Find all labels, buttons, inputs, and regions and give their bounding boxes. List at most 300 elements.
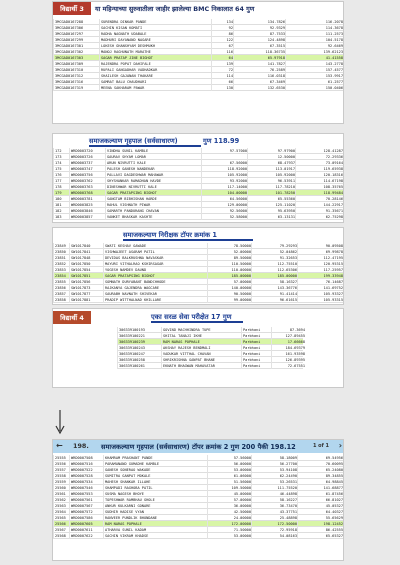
table-cell: 58.16327 [251,279,297,285]
table-cell: Parbhani [241,327,271,333]
table-cell: 17.66668 [271,339,305,345]
title-underline [123,239,253,241]
table-cell: SHAILESH GAJANAN THAKARE [99,73,211,79]
table-cell: WRD0003781 [69,196,105,202]
table-cell: 62.75298 [295,214,343,220]
table-cell: 91.41414 [251,291,297,297]
title-underline [151,321,243,323]
table-cell: 108.35765 [295,184,343,190]
table-cell: 96.61615 [251,297,297,303]
table-cell: GANESH SONERAO WAKADE [103,467,207,473]
table-cell: 109.50000 [207,485,251,491]
table-cell: 61.2577 [285,79,343,85]
result-table-4 [117,327,303,369]
table-cell: WRD0003768 [69,190,105,196]
table-cell: 116.2078 [285,19,343,25]
table-cell: 67.3469 [233,79,285,85]
table-cell: WRD0007528 [69,473,103,479]
table-cell: 52.58000 [201,214,247,220]
table-cell: 112.75510 [251,261,297,267]
table-cell: 42.50000 [207,509,251,515]
table-cell: 70.60095 [297,461,343,467]
table-cell: 76.14687 [297,279,343,285]
table-cell: 87.7533 [233,31,285,37]
table-row [53,533,343,539]
table-cell: 182 [53,208,69,214]
table-cell: 144.22917 [295,202,343,208]
table-cell: 43.37751 [251,509,297,515]
section-warden-general [52,133,344,223]
table-cell: 25568 [53,533,69,539]
table-cell: 25556 [53,461,69,467]
table-cell: 65.55360 [247,196,295,202]
table-cell: 105.93327 [297,291,343,297]
table-cell: SURENDRA DINKAR PANDE [99,19,211,25]
table-cell: 71.50000 [207,527,251,533]
table-cell: WRD0007516 [69,461,103,467]
table-cell: WRD0007605 [69,521,103,527]
table-cell: 306339100261 [117,363,161,369]
table-cell: 92 [211,25,233,31]
table-cell: Parbhani [241,363,271,369]
table-cell: 24.00000 [207,515,251,521]
table-cell: WRD0003720 [69,148,105,154]
table-cell: 306339100247 [117,351,161,357]
table-cell: 183 [53,214,69,220]
table-cell: SW1017854 [69,267,103,273]
table-cell: 53.00000 [207,533,251,539]
table-cell: Parbhani [241,357,271,363]
badge-student-4: विद्यार्थी 4 [53,311,91,324]
section-student-3 [52,1,344,124]
table-cell: 132.6530 [233,85,285,91]
table-cell: 72.95918 [251,527,297,533]
table-cell: 89.50000 [207,255,251,261]
table-cell: 25560 [53,485,69,491]
table-cell: 23852 [53,261,69,267]
table-cell: 72.67551 [271,363,305,369]
table-cell: 112.47195 [297,255,343,261]
table-cell: SACHIN VIKRAM KHADSE [103,533,207,539]
table-cell: 114 [211,73,233,79]
table-cell: 66 [211,79,233,85]
table-cell: 3MCGAD0167310 [53,67,99,73]
table-cell: 306339100258 [117,357,161,363]
table-cell: GAURAV SHYAM LOMAR [105,154,201,160]
table-cell: RAM NARAS POPHALE [161,339,241,345]
table-cell: 23856 [53,285,69,291]
table-cell: RAHUL VISHNATH PIWAR [105,202,201,208]
table-cell: 104.5178 [285,37,343,43]
table-cell: 25561 [53,491,69,497]
table-cell: 112.65306 [251,267,297,273]
badge-student-3: विद्यार्थी 3 [53,2,91,15]
table-cell: 25558 [53,473,69,479]
table-cell: 3MCGAD0167312 [53,73,99,79]
table-cell: 117.14000 [201,184,247,190]
table-cell: 68.47937 [247,160,295,166]
result-table-3 [53,243,343,303]
table-cell: 57.00000 [207,497,251,503]
table-cell: 46.44898 [251,491,297,497]
table-cell: 41.41558 [285,55,343,61]
table-cell: 105.92000 [201,172,247,178]
table-cell: 90.50000 [207,291,251,297]
table-cell: 23850 [53,249,69,255]
table-cell: 172.50000 [251,521,297,527]
table-cell: PARAMANAND GUMADHE KAMBLE [103,461,207,467]
table-cell: VINDHA SUNIL KAMBLE [105,148,201,154]
table-cell: SUDHIR HADISE VYAN [103,509,207,515]
table-cell: 61.87456 [297,491,343,497]
table-cell: WRD0003825 [69,202,105,208]
table-cell: SW1017850 [69,261,103,267]
table-cell: 139 [211,61,233,67]
table-cell: 78.50000 [207,243,251,249]
table-cell: 3MCGAD0167306 [53,25,99,31]
table-cell: 92.9329 [233,25,285,31]
table-row [53,85,343,91]
table-cell: ARUN NIVRUTTI KALE [105,160,201,166]
section-3-title: समाजकल्याण निरीक्षक टॉपर क्रमांक 1 [123,231,217,239]
table-cell: 72.29336 [295,154,343,160]
table-cell: 86.42555 [297,527,343,533]
table-cell: 57.00000 [207,279,251,285]
table-cell: 99.00000 [207,297,251,303]
table-cell: 63.13131 [247,214,295,220]
table-cell: 116 [211,49,233,55]
table-cell: 72 [211,67,233,73]
table-cell: RAJKANYA GAJENDRA WAGCARE [103,285,207,291]
table-cell: Parbhani [241,333,271,339]
table-cell: SACHIN KISAN KOMATI [99,25,211,31]
table-cell: 143.2778 [285,61,343,67]
table-cell: 23854 [53,273,69,279]
table-cell: 114.3678 [285,25,343,31]
table-cell: 23851 [53,255,69,261]
table-cell: KHAMRAM PRASHANT PANDE [103,455,207,461]
table-cell: SUSMA NAGESH BHOYE [103,491,207,497]
table-cell: 66.81027 [297,497,343,503]
table-cell: SW1017856 [69,279,103,285]
table-cell: WRD0003726 [69,154,105,160]
table-cell: 150.0406 [285,85,343,91]
table-cell: 12.50000 [247,154,295,160]
table-cell: 23855 [53,279,69,285]
table-cell: YOGESH NAMDEV DAUND [103,267,207,273]
table-cell: 45.05327 [297,503,343,509]
table-cell: 176 [53,172,69,178]
table-cell: PRADIP WITTHALNAD KHILLARE [103,297,207,303]
result-table-2 [53,148,343,220]
table-cell: VADUKAR VITTHAL CHAVAN [161,351,241,357]
table-cell: 104.00000 [201,190,247,196]
table-cell: 73.09164 [295,160,343,166]
table-cell: 3MCGAD0167303 [53,55,99,61]
table-cell: GOVIND MACHHINDRA TUPE [161,327,241,333]
table-cell: 92.56000 [201,208,247,214]
table-cell: 114.67198 [295,178,343,184]
table-cell: WRD0007611 [69,527,103,533]
table-cell: 25565 [53,515,69,521]
table-cell: RANVEER PUNDLIK BHONDANE [103,515,207,521]
table-cell: WRD0003762 [69,178,105,184]
table-cell: 185.00000 [251,273,297,279]
table-cell: SHAMPADI RAGHOBA PATIL [103,485,207,491]
table-cell: 56.00000 [207,461,251,467]
table-cell: RAJENDRA POPAT DAHIFALE [99,61,211,67]
table-cell: Parbhani [241,345,271,351]
table-cell: VANKET BHASKAR KASHTE [105,214,201,220]
section-4-title: एका सरळ सेवा परीक्षेत 17 गुण [151,313,232,321]
table-cell: 157.4577 [285,67,343,73]
table-cell: WRD0003857 [69,214,105,220]
table-cell: 184.69379 [271,345,305,351]
table-cell: MADHURI DAYANAND NAGARE [99,37,211,43]
result-table-5 [53,455,343,539]
table-cell: WRD0007546 [69,485,103,491]
table-cell: DINESHWAR NIVRUTTI KALE [105,184,201,190]
table-cell: 69.99878 [297,249,343,255]
table-cell: 110.50000 [207,261,251,267]
table-cell: 65.97918 [233,55,285,61]
table-cell: VISHWAJEET ASARAM PATIL [103,249,207,255]
table-cell: 116.0318 [233,73,285,79]
table-cell: SWATI KESHAV GAWADE [103,243,207,249]
table-cell: 120.18316 [295,172,343,178]
table-cell: 172.00000 [207,521,251,527]
table-cell: 67.3515 [233,43,285,49]
table-cell: 134.7826 [233,19,285,25]
table-cell: 96.53911 [247,178,295,184]
table-cell: 3MCGAD0167288 [53,19,99,25]
table-cell: ATHARVA SUNIL KADAM [103,527,207,533]
table-cell: PALESH GANESH NANDEKAR [105,166,201,172]
table-cell: 69.54956 [297,455,343,461]
table-cell: MEENA SAKHARAM PAWAR [99,85,211,91]
table-cell: 57.56000 [207,455,251,461]
table-cell: SAMRAT BALU CHAUDHARI [99,79,211,85]
table-cell: DEVIDAS BALKRUSHNA NAVASKAR [103,255,207,261]
table-cell: 101.78250 [247,190,295,196]
table-cell: 23849 [53,243,69,249]
table-cell: 306339100221 [117,333,161,339]
section-inspector-topper [52,227,344,305]
table-cell: MANOJ RAGHUNATH MARATHE [99,49,211,55]
table-cell: SW1017848 [69,255,103,261]
table-cell: 25555 [53,455,69,461]
table-cell: SAGAR PRATAPSING BIGHOT [105,190,201,196]
table-cell: 128.41287 [295,148,343,154]
table-cell: 67.56000 [201,160,247,166]
table-cell: 3MCGAD0167301 [53,43,99,49]
table-cell: 177 [53,178,69,184]
table-cell: 97.97900 [247,148,295,154]
table-cell: WRD0007572 [69,509,103,515]
section-student-4 [52,308,344,388]
table-cell: 198.12452 [297,521,343,527]
table-cell: 111.75520 [251,485,297,491]
section-2-score: गुण 118.99 [203,137,240,145]
table-row [117,363,303,369]
table-cell: 118.99484 [295,190,343,196]
table-cell: 55.65629 [297,515,343,521]
table-cell: 161.93598 [271,351,305,357]
table-row [53,297,343,303]
table-cell: MAYURI VITHALRAO KSHIRSAGAR [103,261,207,267]
table-cell: 58.18009 [251,455,297,461]
table-cell: 141.68877 [297,485,343,491]
result-number: 198. [73,442,89,450]
page-indicator: 1 of 1 [312,443,329,449]
table-cell: 134 [211,19,233,25]
section-5-title: समाजकल्याण गृहपाल (सर्वसाधारण) टॉपर क्रमांक 2 गुण 200 पैकी 198.12 [101,443,296,451]
table-cell: SAGAR PRATAPSING BIGHOT [103,273,207,279]
table-cell: SW1017881 [69,297,103,303]
result-table-1 [53,19,343,91]
table-cell: 25.48898 [251,515,297,521]
table-cell: SUMITRA GANPAT MOKALE [103,473,207,479]
table-cell: SAMARTH PANDURANG CHAVAN [105,208,201,214]
table-cell: 178 [53,184,69,190]
table-cell: 179 [53,190,69,196]
table-cell: 110.00000 [207,267,251,273]
table-cell: 306339100239 [117,339,161,345]
table-row [53,214,343,220]
table-cell: 127.89455 [271,333,305,339]
table-cell: 117.78210 [247,184,295,190]
table-cell: 95.63950 [247,208,295,214]
table-cell: 129.00000 [201,202,247,208]
table-cell: RAM NARAS POPHALE [103,521,207,527]
table-cell: 141.7827 [233,61,285,67]
table-cell: 90.09508 [297,243,343,249]
table-cell: SW1017873 [69,285,103,291]
table-cell: 111.2573 [285,31,343,37]
next-arrow-icon[interactable]: › [338,441,342,450]
table-cell: WRD0007586 [69,515,103,521]
table-cell: 172 [53,148,69,154]
table-cell: SHITAL TANAJI IKHE [161,333,241,339]
table-cell: 180 [53,196,69,202]
table-cell: 86 [211,31,233,37]
table-cell: WRD0003737 [69,160,105,166]
table-cell: SW1017840 [69,243,103,249]
table-cell: 58.16227 [251,497,297,503]
table-cell: SW1017851 [69,273,103,279]
table-cell: 65.65327 [297,533,343,539]
table-cell: 140.00000 [207,285,251,291]
table-cell: 45.00000 [207,491,251,497]
table-cell: 23853 [53,267,69,273]
table-cell: 175 [53,166,69,172]
table-cell: 120.95315 [297,261,343,267]
table-cell: 117.25957 [297,267,343,273]
table-cell: 64.56000 [201,196,247,202]
table-cell: 36.00000 [207,503,251,509]
table-cell: WRD0007553 [69,491,103,497]
table-cell: 124.4898 [233,37,285,43]
table-cell: WRD0007522 [69,467,103,473]
table-cell: 25562 [53,497,69,503]
table-cell: 3MCGAD0167319 [53,85,99,91]
table-cell: PALLAVI DAGDESHWAR MAHAWAR [105,172,201,178]
table-cell: ANKUR KULKARNI GONARE [103,503,207,509]
table-cell: 91.35671 [295,208,343,214]
table-cell: 119.65938 [295,166,343,172]
table-cell: SAGAR PRATAP JINE BIGHOT [99,55,211,61]
table-cell: SAURABH NAVNATH SHIVEKAR [103,291,207,297]
table-cell: 53.94108 [251,467,297,473]
table-cell: AKSHAY RAJESH BENDMALI [161,345,241,351]
table-cell: 25564 [53,509,69,515]
table-cell: 76.2589 [233,67,285,73]
table-cell: 25557 [53,467,69,473]
table-cell: 36.73470 [251,503,297,509]
table-cell: 53.00000 [207,467,251,473]
table-cell: 70.28146 [295,196,343,202]
table-cell: WRD0003846 [69,208,105,214]
table-cell: 173 [53,154,69,160]
table-cell: 306339100243 [117,345,161,351]
table-cell: 105.92000 [247,172,295,178]
section-1-title: या महिन्याच्या सुरुवातीला जाहीर झालेल्या BMC निकालात 64 गुण [95,5,255,13]
table-cell: 139.62123 [285,49,343,55]
table-cell: 52.00000 [207,249,251,255]
table-cell: WRD0007534 [69,479,103,485]
table-cell: 97.57000 [201,148,247,154]
table-cell: 174 [53,160,69,166]
table-cell: 93.92000 [201,178,247,184]
table-cell: SW1017877 [69,291,103,297]
table-cell: 53.26531 [251,479,297,485]
table-cell: 89.34855 [297,473,343,479]
table-cell: 67 [211,43,233,49]
table-cell: 92.6469 [285,43,343,49]
table-cell: LOKESH GHANSHYAM DESHMUKH [99,43,211,49]
table-cell: 306339100193 [117,327,161,333]
table-cell: 91.32653 [251,255,297,261]
table-cell: 64 [211,55,233,61]
table-cell: 87.3694 [271,327,305,333]
table-cell: 3MCGAD0167299 [53,37,99,43]
table-cell: RADHA NAGNATH UDABALE [99,31,211,37]
table-cell: WRD0003763 [69,184,105,190]
section-warden-topper-2 [52,439,344,561]
table-cell: WRD0007567 [69,503,103,509]
table-cell: SHYSHANKAR RAMADHAN HAVDE [105,178,201,184]
table-cell: SANGTAM BIBHISHAN HARDE [105,196,201,202]
table-cell: 23858 [53,297,69,303]
table-cell: 25563 [53,503,69,509]
table-cell: SHRIKRISHNA GANPAT BHANE [161,357,241,363]
table-cell: Parbhani [241,339,271,345]
table-cell: MAHESH SHANKAR ILLAHE [103,479,207,485]
table-cell: 65.24080 [297,467,343,473]
table-cell: 130 [211,85,233,91]
table-cell: 126.89395 [271,357,305,363]
table-cell: 3MCGAD0167316 [53,79,99,85]
table-cell: 3MCGAD0167309 [53,61,99,67]
table-cell: 62.24490 [251,473,297,479]
table-cell: 125.11020 [247,202,295,208]
title-underline [89,145,201,147]
table-cell: TOPESHWAR RAMBHAU GHOLE [103,497,207,503]
prev-arrow-icon[interactable]: ← [56,441,63,450]
table-cell: WRD0003747 [69,166,105,172]
table-cell: 199.33948 [297,273,343,279]
table-cell: WRD0007561 [69,497,103,503]
